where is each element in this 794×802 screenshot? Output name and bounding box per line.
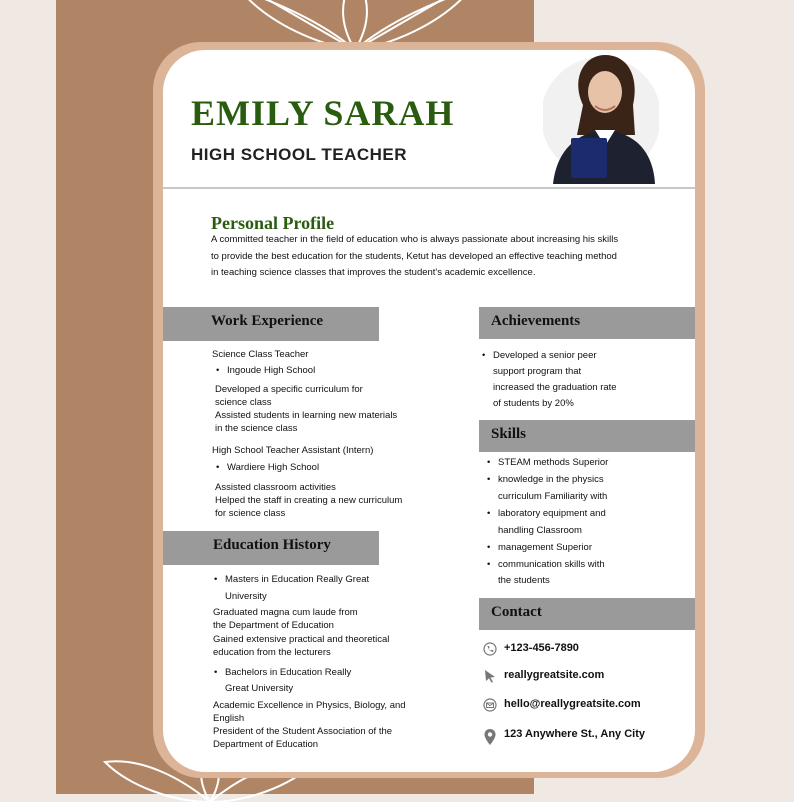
degree1-detail: Graduated magna cum laude from (213, 607, 358, 618)
degree1: • Masters in Education Really Great (225, 573, 369, 586)
contact-header (479, 598, 695, 630)
email-icon (483, 698, 497, 712)
job2-detail: Assisted classroom activities (215, 482, 336, 493)
degree2-detail: English (213, 713, 245, 724)
profile-photo (543, 50, 659, 184)
resume-card (163, 50, 695, 772)
degree2: • Bachelors in Education Really (225, 666, 351, 679)
job1-detail: Assisted students in learning new materials (215, 410, 398, 421)
job2-detail: for science class (215, 508, 286, 519)
profile-heading: Personal Profile (211, 213, 335, 233)
achievement-line: • Developed a senior peer (493, 349, 597, 362)
job2-role: High School Teacher Assistant (Intern) (212, 445, 374, 456)
skill-item: curriculum Familiarity with (498, 491, 608, 502)
degree2-detail: President of the Student Association of the (213, 726, 393, 737)
contact-title: Contact (491, 604, 542, 620)
degree1-detail: Gained extensive practical and theoretical (213, 634, 390, 645)
skills-title: Skills (491, 426, 527, 442)
achievement-line: support program that (493, 366, 582, 377)
candidate-name: EMILY SARAH (191, 93, 455, 133)
profile-line: to provide the best education for the students, Ketut has developed an effective teaching method (211, 250, 617, 262)
skill-item: handling Classroom (498, 525, 582, 536)
job2-detail: Helped the staff in creating a new curriculum (215, 495, 403, 506)
job1-detail: science class (215, 397, 272, 408)
contact-email: hello@reallygreatsite.com (504, 698, 641, 710)
achievements-header (479, 307, 695, 339)
work-experience-title: Work Experience (211, 313, 324, 329)
education-title: Education History (213, 537, 331, 553)
location-pin-icon (483, 728, 497, 746)
profile-line: in teaching science classes that improves the student's academic excellence. (211, 267, 536, 278)
cursor-icon (483, 669, 497, 683)
skill-item: • knowledge in the physics (498, 473, 604, 486)
work-experience-header (163, 307, 379, 341)
contact-address: 123 Anywhere St., Any City (504, 728, 646, 740)
profile-text (211, 232, 681, 282)
education-header (163, 531, 379, 565)
profile-line: A committed teacher in the field of education who is always passionate about increasing his skills (211, 234, 619, 245)
skill-item: • STEAM methods Superior (498, 456, 608, 469)
contact-phone: +123-456-7890 (504, 642, 579, 654)
job1-detail: in the science class (215, 423, 298, 434)
phone-icon (483, 642, 497, 656)
job1-detail: Developed a specific curriculum for (215, 384, 363, 395)
job2-place: • Wardiere High School (227, 461, 319, 474)
contact-website: reallygreatsite.com (504, 669, 605, 681)
achievement-line: increased the graduation rate (493, 382, 617, 393)
degree2-detail: Academic Excellence in Physics, Biology, and (213, 700, 406, 711)
job-title: HIGH SCHOOL TEACHER (191, 145, 408, 164)
job1-place: • Ingoude High School (227, 364, 315, 377)
job1-role: Science Class Teacher (212, 349, 309, 360)
skill-item: the students (498, 575, 550, 586)
degree1: University (225, 591, 267, 602)
skill-item: • management Superior (498, 541, 592, 554)
header-divider (163, 187, 695, 189)
degree2: Great University (225, 683, 294, 694)
skill-item: • communication skills with (498, 558, 605, 571)
skills-header (479, 420, 695, 452)
achievements-title: Achievements (491, 313, 581, 329)
achievement-line: of students by 20% (493, 398, 574, 409)
degree1-detail: the Department of Education (213, 620, 334, 631)
degree2-detail: Department of Education (213, 739, 319, 750)
skill-item: • laboratory equipment and (498, 507, 606, 520)
degree1-detail: education from the lecturers (213, 647, 331, 658)
